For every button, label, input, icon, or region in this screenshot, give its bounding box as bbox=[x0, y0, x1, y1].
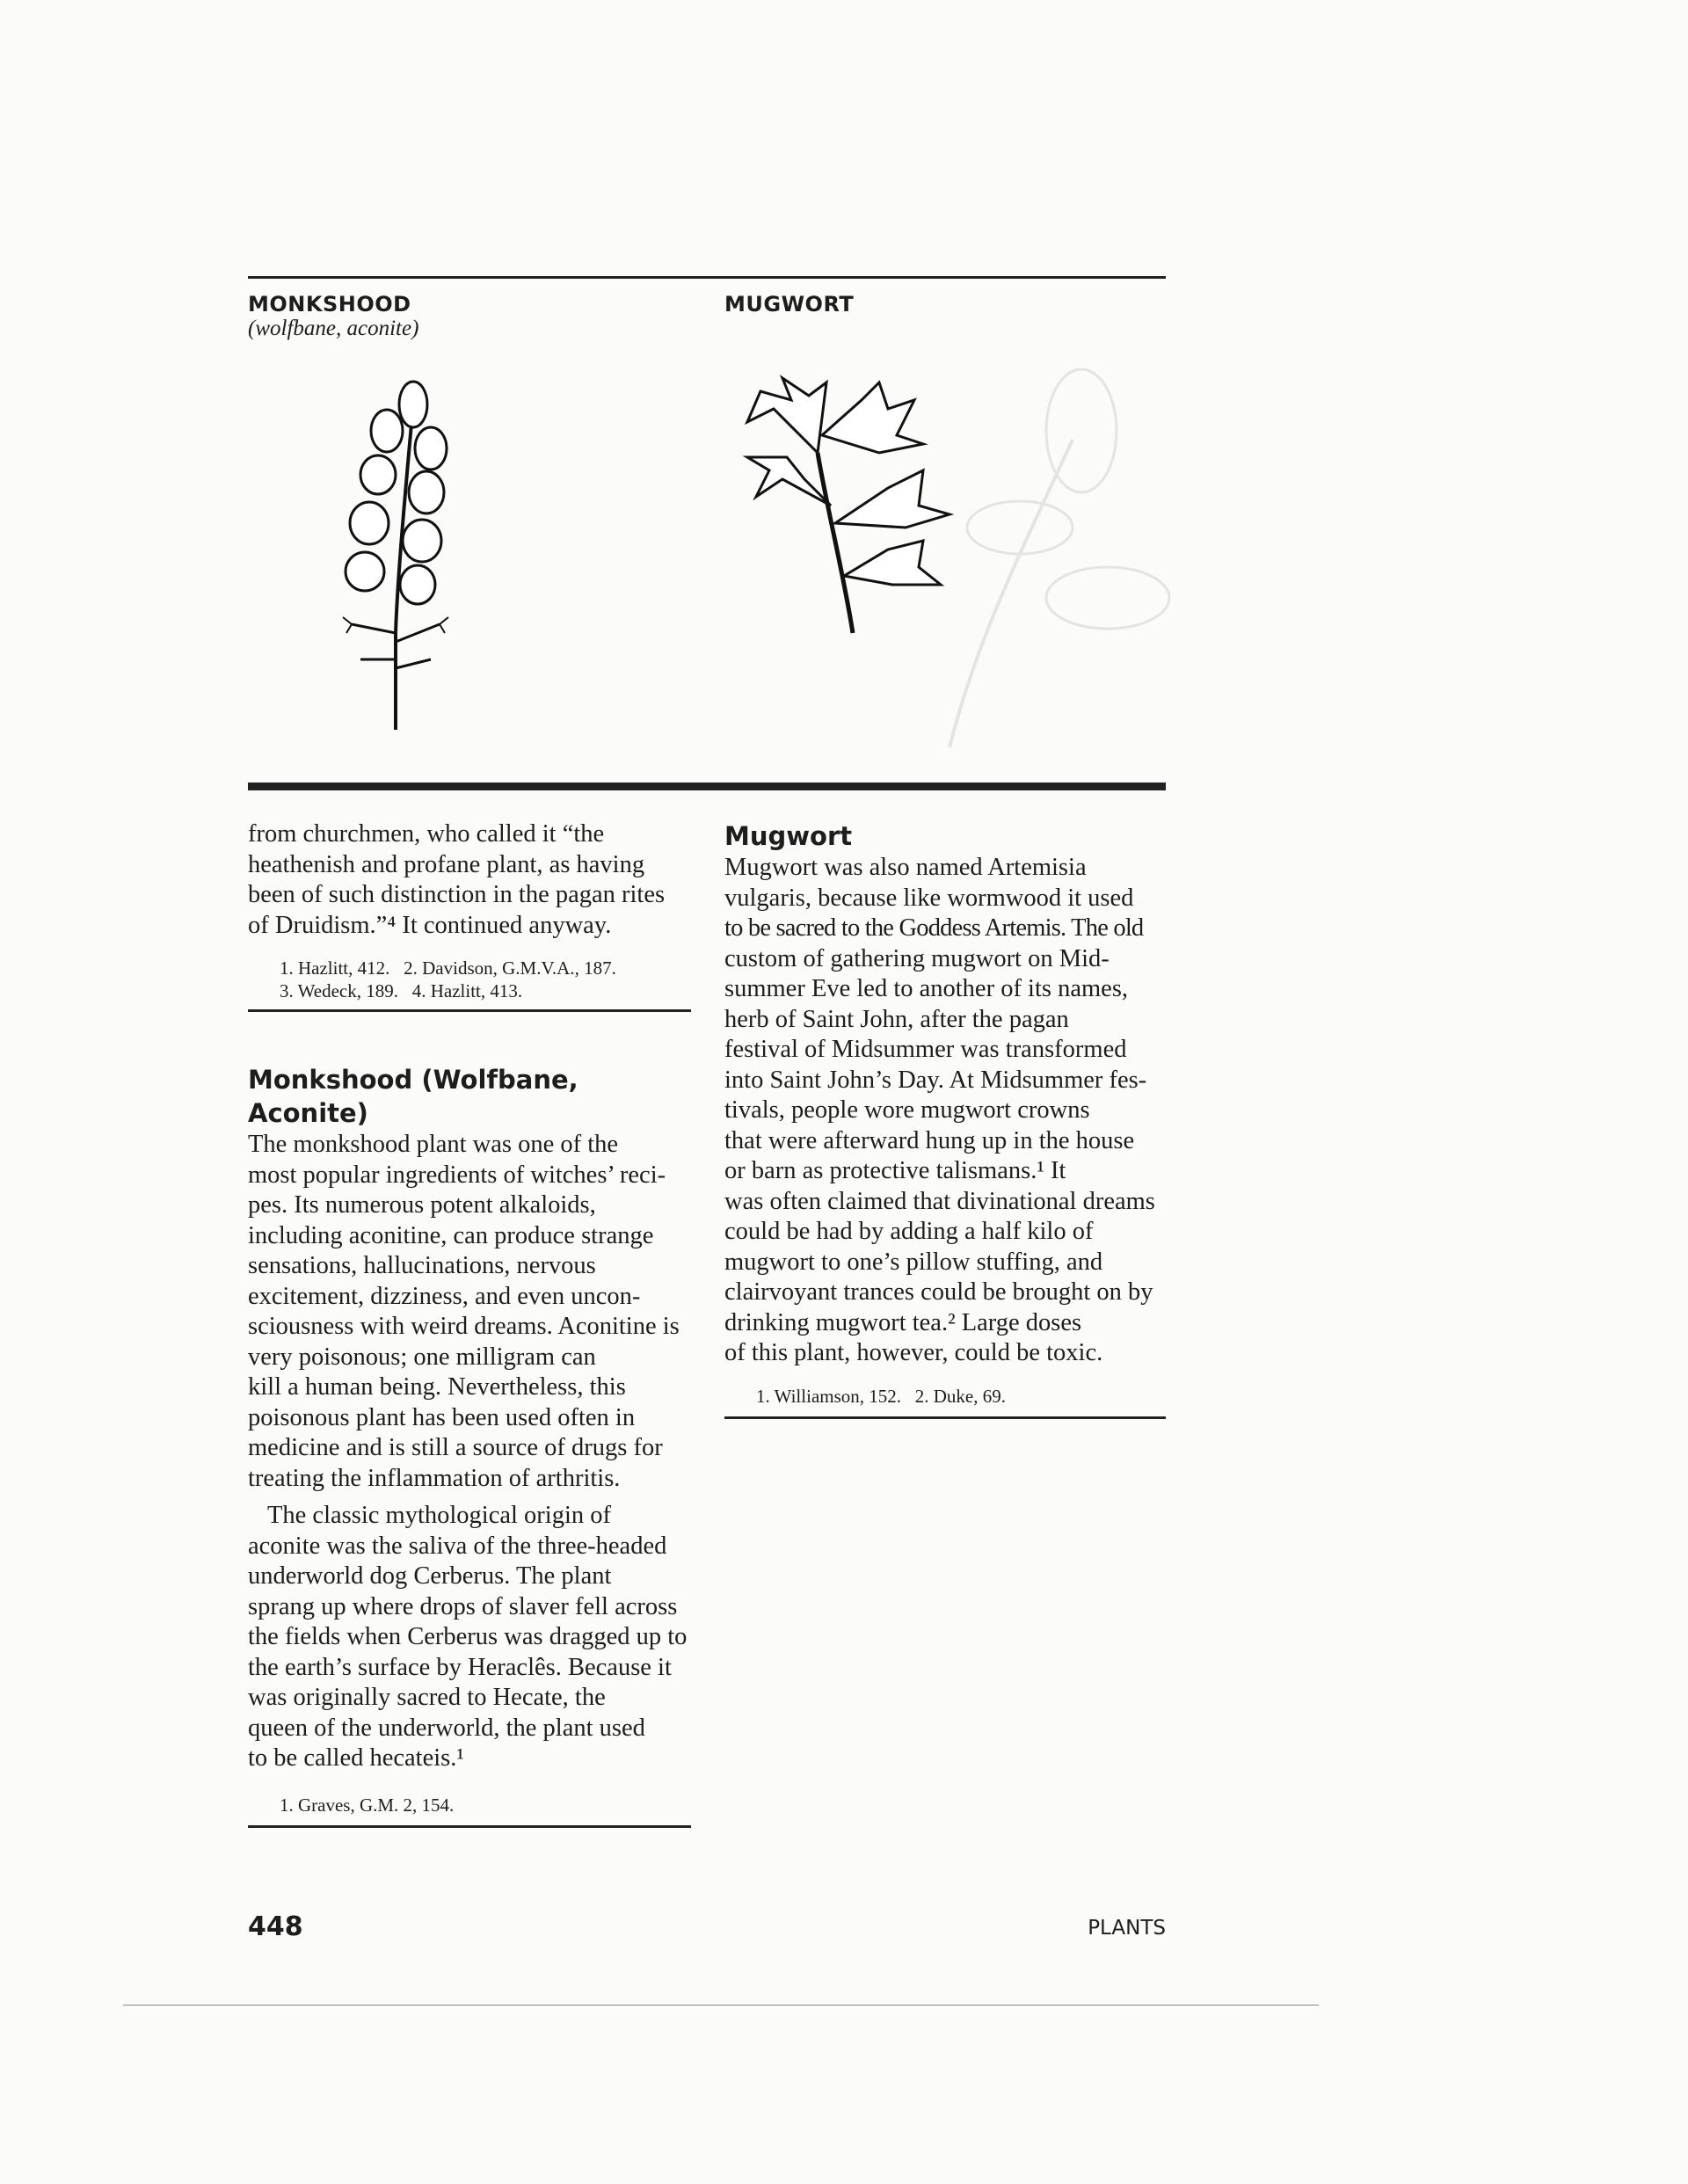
text-line: medicine and is still a source of drugs for bbox=[248, 1434, 663, 1461]
left-column bbox=[248, 819, 691, 1828]
text-line: Mugwort was also named Artemisia bbox=[724, 854, 1087, 881]
illustration-title-mugwort: MUGWORT bbox=[724, 292, 855, 317]
text-line: very poisonous; one milligram can bbox=[248, 1343, 596, 1371]
paragraph bbox=[724, 853, 1166, 1369]
text-line: sprang up where drops of slaver fell across bbox=[248, 1592, 678, 1620]
footnotes bbox=[248, 957, 691, 1002]
text-line: to be sacred to the Goddess Artemis. The old bbox=[724, 914, 1144, 942]
right-column bbox=[724, 819, 1166, 1419]
text-line: mugwort to one’s pillow stuffing, and bbox=[724, 1248, 1103, 1276]
footnote: 1. Graves, G.M. 2, 154. bbox=[280, 1794, 455, 1816]
text-line: underworld dog Cerberus. The plant bbox=[248, 1562, 612, 1590]
paragraph bbox=[248, 1501, 691, 1774]
paragraph bbox=[248, 1130, 691, 1494]
text-line: the earth’s surface by Heraclês. Because it bbox=[248, 1653, 672, 1681]
text-line: clairvoyant trances could be brought on by bbox=[724, 1278, 1153, 1306]
footnote: 1. Hazlitt, 412. 2. Davidson, G.M.V.A., 187. bbox=[280, 957, 616, 979]
text-line: treating the inflammation of arthritis. bbox=[248, 1464, 621, 1492]
text-line: kill a human being. Nevertheless, this bbox=[248, 1373, 626, 1401]
bottom-rule bbox=[123, 2005, 1319, 2006]
text-line: the fields when Cerberus was dragged up to bbox=[248, 1623, 688, 1650]
thick-rule bbox=[248, 783, 1166, 790]
illustration-subtitle-monkshood: (wolfbane, aconite) bbox=[248, 317, 419, 340]
footnote-rule bbox=[248, 1825, 691, 1828]
text-line: The monkshood plant was one of the bbox=[248, 1131, 619, 1158]
section-heading-mugwort: Mugwort bbox=[724, 821, 853, 851]
page-number: 448 bbox=[248, 1911, 303, 1942]
text-line: drinking mugwort tea.² Large doses bbox=[724, 1308, 1082, 1336]
text-line: or barn as protective talismans.¹ It bbox=[724, 1157, 1066, 1184]
text-line: custom of gathering mugwort on Mid- bbox=[724, 944, 1110, 972]
text-line: The classic mythological origin of bbox=[267, 1502, 611, 1529]
mugwort-illustration bbox=[721, 374, 985, 637]
footnote-rule bbox=[724, 1416, 1166, 1419]
top-rule bbox=[248, 276, 1166, 279]
text-line: including aconitine, can produce strange bbox=[248, 1221, 654, 1249]
text-line: from churchmen, who called it “the bbox=[248, 820, 605, 848]
text-line: pes. Its numerous potent alkaloids, bbox=[248, 1191, 596, 1219]
footnotes bbox=[724, 1385, 1166, 1408]
text-line: been of such distinction in the pagan rites bbox=[248, 881, 666, 908]
text-line: festival of Midsummer was transformed bbox=[724, 1036, 1127, 1063]
text-line: that were afterward hung up in the house bbox=[724, 1126, 1135, 1154]
text-line: tivals, people wore mugwort crowns bbox=[724, 1096, 1090, 1124]
text-line: of this plant, however, could be toxic. bbox=[724, 1339, 1103, 1366]
text-line: herb of Saint John, after the pagan bbox=[724, 1005, 1069, 1033]
text-line: most popular ingredients of witches’ reci- bbox=[248, 1161, 666, 1189]
text-line: could be had by adding a half kilo of bbox=[724, 1218, 1094, 1245]
running-head: PLANTS bbox=[1088, 1917, 1166, 1940]
text-line: sensations, hallucinations, nervous bbox=[248, 1252, 596, 1279]
section-heading-monkshood: Monkshood (Wolfbane, Aconite) bbox=[248, 1065, 578, 1128]
footnote: 1. Williamson, 152. 2. Duke, 69. bbox=[756, 1385, 1007, 1407]
text-line: vulgaris, because like wormwood it used bbox=[724, 884, 1134, 912]
text-line: to be called hecateis.¹ bbox=[248, 1744, 464, 1772]
footnote: 3. Wedeck, 189. 4. Hazlitt, 413. bbox=[280, 980, 523, 1001]
text-line: heathenish and profane plant, as having bbox=[248, 850, 645, 878]
text-line: into Saint John’s Day. At Midsummer fes- bbox=[724, 1066, 1147, 1094]
footnote-rule bbox=[248, 1009, 691, 1012]
text-line: summer Eve led to another of its names, bbox=[724, 975, 1129, 1002]
footnotes bbox=[248, 1794, 691, 1816]
text-line: sciousness with weird dreams. Aconitine is bbox=[248, 1313, 680, 1340]
text-line: was often claimed that divinational dreams bbox=[724, 1187, 1155, 1215]
text-line: was originally sacred to Hecate, the bbox=[248, 1684, 606, 1711]
text-line: aconite was the saliva of the three-headed bbox=[248, 1532, 667, 1560]
illustration-title-monkshood: MONKSHOOD bbox=[248, 292, 411, 317]
monkshood-illustration bbox=[316, 369, 475, 739]
text-line: queen of the underworld, the plant used bbox=[248, 1714, 645, 1742]
continuation-text bbox=[248, 819, 691, 941]
text-line: excitement, dizziness, and even uncon- bbox=[248, 1282, 641, 1310]
text-line: poisonous plant has been used often in bbox=[248, 1403, 636, 1431]
text-line: of Druidism.”⁴ It continued anyway. bbox=[248, 911, 612, 939]
